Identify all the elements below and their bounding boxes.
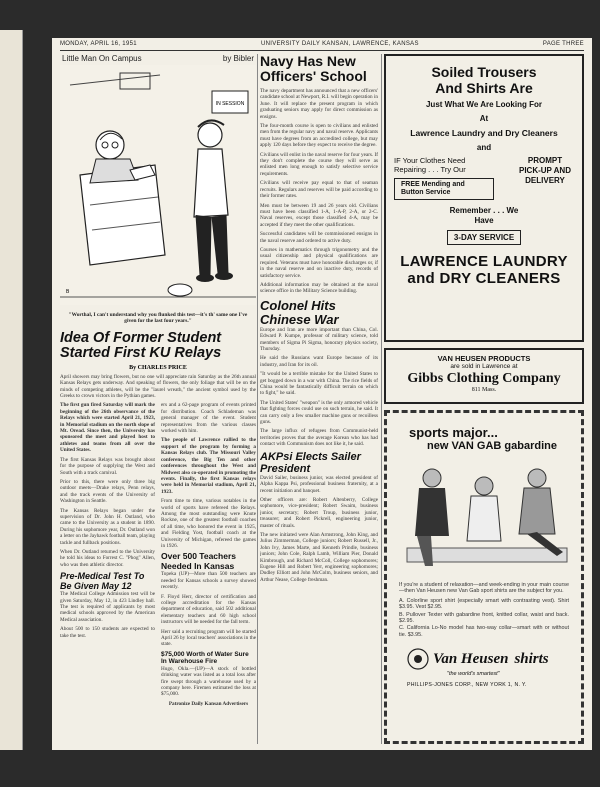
cartoon-sign-text: IN SESSION — [215, 101, 245, 107]
vh-logo-icon — [407, 648, 429, 670]
premed-paragraph: About 500 to 150 students are expected to take the test. — [60, 626, 155, 639]
vh-slogan: "the world's smartest" — [447, 671, 500, 678]
relays-body-right — [161, 402, 256, 710]
laundry-at: At — [479, 114, 489, 123]
laundry-line3: Just What We Are Looking For — [425, 100, 542, 109]
adjacent-page-edge — [0, 30, 23, 750]
akpsi-paragraph: Other officers are: Robert Altenberry, College sophomore, vice-president; Robert Swaim, business junior, secretary; Robert Troup, business junior, treasurer; and Robert Pickrell, engineering junior, master of rituals. — [260, 496, 378, 529]
vh-maker: PHILLIPS-JONES CORP., NEW YORK 1, N. Y. — [407, 682, 527, 689]
vh-brand-row — [407, 648, 581, 670]
cartoon-series-title: Little Man On Campus — [62, 54, 142, 63]
vh-models-illustration — [387, 456, 581, 576]
premed-paragraph: The Medical College Admission test will be given Saturday, May 12, in 423 Lindley hall. The test is required of applicants by most medical schools approved by the American Medical association. — [60, 591, 155, 623]
teachers-headline: Over 500 Teachers Needed In Kansas — [161, 551, 236, 571]
china-paragraph: The United States' "weapon" is the only armored vehicle that fighting forces could use on such terrain, he said. It can carry only a few smaller machine guns or recoilless guns. — [260, 399, 378, 426]
akpsi-paragraph: The new initiated were Alan Armstrong, John King, and Julius Zimmerman, College juniors; Robert Russell, Jr., John Ivy, James Marte, and Kenneth Prindle, business juniors; John Cole, Ralph Lamb, William Pier, Donald Kimbrough, and Richard McColl, College sophomores; Eugene Hill and Robert Yerr, engineering sophomores; Dudley Elliott and John McColm, business seniors, and Arthur Nease, College freshman. — [260, 531, 378, 583]
laundry-big-name-1: LAWRENCE LAUNDRY — [400, 253, 568, 270]
relays-byline: By CHARLES PRICE — [129, 364, 187, 371]
relays-paragraph: The people of Lawrence rallied to the support of the program by forming a Kansas Relays club. The Missouri Valley conference, the Big Ten and other conferences throughout the West and Midwest also co-operated in promoting the events. Finally, the first Kansas relays were held in Memorial stadium, April 21, 1923. — [161, 437, 256, 495]
header-paper-name: UNIVERSITY DAILY KANSAN, LAWRENCE, KANSAS — [260, 41, 419, 47]
van-heusen-advertisement — [384, 410, 584, 744]
patronize-footer: Patronize Daily Kansan Advertisers — [168, 700, 249, 707]
relays-headline: Idea Of Former Student Started First KU Relays — [60, 329, 222, 362]
free-mending-box: FREE Mending and Button Service — [394, 178, 494, 200]
vh-headline-2: new VAN GAB gabardine — [427, 440, 557, 452]
laundry-line2: And Shirts Are — [435, 80, 533, 96]
cartoon-illustration — [60, 65, 256, 305]
china-paragraph: He said the Russians want Europe because of its industry, and Iran for its oil. — [260, 355, 378, 368]
vh-brand: Van Heusen — [433, 650, 509, 667]
navy-paragraph: Civilians will receive pay equal to that of seaman recruits. Regulars and reserves will be paid according to their former rates. — [260, 180, 378, 200]
cartoon-header — [60, 54, 256, 63]
laundry-repair-block — [394, 156, 494, 200]
akpsi-paragraph: David Sailer, business junior, was elected president of Alpha Kappa Psi, professional business fraternity, at a recent initiation and banquet. — [260, 474, 378, 494]
relays-body — [60, 402, 256, 710]
navy-paragraph: Courses in mathematics through trigonometry and the usual citizenship and physical qualifications are required. Veterans must have honorable discharges or, if in the naval reserve and on inactive duty, records of satisfactory service. — [260, 246, 378, 279]
fire-headline: $75,000 Worth of Water Sure In Warehouse Fire — [161, 650, 249, 666]
gibbs-advertisement — [384, 348, 584, 404]
relays-paragraph: Prior to this, there were only three big outdoor meets—Drake relays, Penn relays, and the track events of the University of Washington in Seattle. — [60, 478, 155, 505]
cartoon-artist: by Bibler — [222, 54, 254, 63]
navy-paragraph: Successful candidates will be commissioned ensigns in the naval reserve and ordered to active duty. — [260, 231, 378, 244]
header-date: MONDAY, APRIL 16, 1951 — [60, 41, 137, 47]
laundry-name: Lawrence Laundry and Dry Cleaners — [410, 128, 558, 138]
relays-paragraph: The first Kansas Relays was brought about for the purpose of supplying the West and South with a track carnival. — [60, 456, 155, 476]
laundry-remember: Remember . . . We Have — [449, 206, 519, 225]
laundry-and: and — [476, 143, 492, 152]
navy-paragraph: The navy department has announced that a new officers' candidate school at Newport, R.I. will begin operation in June. It will replace the present program in which graduating seniors may apply for direct commission as ensigns. — [260, 88, 378, 120]
navy-headline: Navy Has New Officers' School — [260, 54, 367, 84]
laundry-big-name-2: and DRY CLEANERS — [407, 270, 561, 287]
navy-paragraph: Men must be between 19 and 26 years old. Civilians must have been classified 1-A, 1-A-P, 2-A, or 2-C. Naval reserves, except those classified 4-A, may be accepted if they meet the other qualifications. — [260, 202, 378, 228]
prompt-pickup: PROMPT PICK-UP AND DELIVERY — [518, 156, 571, 185]
column-rule — [257, 54, 258, 744]
navy-paragraph: Civilians will enlist in the naval reserve for four years. If they don't complete the course they will serve as enlisted men long enough to satisfy selective service requirements. — [260, 151, 378, 177]
relays-paragraph: From time to time, various notables in the world of sports have refereed the Relays. Among the most outstanding were Knute Rockne, one of the greatest football coaches of all time, who honored the event in 1925, and Fielding Yost, football coach at the University of Michigan, refereed the games in 1926. — [161, 498, 256, 549]
header-page-number: PAGE THREE — [542, 41, 584, 47]
akpsi-headline: AKPsi Elects Sailer President — [260, 450, 361, 475]
cartoon-caption: "Worthal, I can't understand why you flunked this test—it's th' same one I've given for the last four years." — [68, 312, 248, 325]
relays-paragraph: ers and a 62-page program of events printed for distribution. Coach Schlademan was general manager of the event. Student representatives from the various classes worked with him. — [161, 402, 256, 435]
page-header — [60, 41, 584, 51]
china-paragraph: "It would be a terrible mistake for the United States to get bogged down in a war with China. The rice fields of China would be fantastically difficult terrain on which to fight," he said. — [260, 371, 378, 397]
column-right — [384, 54, 584, 744]
navy-paragraph: Additional information may be obtained at the naval science office in the Military Science building. — [260, 281, 378, 295]
relays-body-left — [60, 402, 155, 710]
china-headline: Colonel Hits Chinese War — [260, 297, 339, 327]
column-middle — [260, 54, 378, 744]
fire-paragraph: Hugo, Okla.—(UP)—A stock of bottled drinking water was listed as a total loss after fire swept through a warehouse used by a company here. Firemen estimated the loss at $75,000. — [161, 665, 256, 698]
vh-brand-shirts: shirts — [514, 650, 549, 667]
teachers-paragraph: Topeka (UP)—More than 500 teachers are needed for Kansas schools a survey showed recently. — [161, 571, 256, 591]
china-paragraph: Europe and Iran are more important than China, Col. Edward P. Kumpe, professor of military science, told members of Sigma Pi Sigma, honorary physics society, Thursday. — [260, 326, 378, 352]
laundry-advertisement — [384, 54, 584, 342]
relays-paragraph: The first gun fired Saturday will mark the beginning of the 26th observance of the Relays which were started April 21, 1923, in Memorial stadium on the north slope of Mt. Oread. Since then, the University has sponsored the meet and played host to athletes and teams from all over the United States. — [60, 402, 155, 454]
column-left — [60, 54, 256, 744]
cartoon-signature: B — [66, 289, 70, 295]
relays-paragraph: The Kansas Relays began under the supervision of Dr. John H. Outland, who came to the University as a student in 1890. During his sophomore year, Dr. Outland won a letter on the Jayhawk football team, playing tackle and fullback positions. — [60, 507, 155, 546]
vh-headline-1: sports major... — [409, 425, 498, 440]
gibbs-address: 811 Mass. — [471, 387, 497, 393]
three-day-service-box: 3-DAY SERVICE — [447, 230, 521, 245]
teachers-paragraph: Herr said a recruiting program will be started April 26 by local teachers' associations in the state. — [161, 628, 256, 648]
laundry-services-row — [386, 152, 582, 200]
china-paragraph: The large influx of refugees from Communist-held territories proves that the average Korean who has had contact with Communism does not like it, he said. — [260, 428, 378, 448]
laundry-if-clothes: IF Your Clothes Need Repairing . . . Try Our — [394, 156, 466, 174]
vh-item: A. Colorline sport shirt (especially smart with contrasting vest). Shirt $3.95. Vest $2.95. — [399, 597, 569, 611]
laundry-line1: Soiled Trousers — [431, 64, 537, 80]
relays-paragraph: When Dr. Outland returned to the University he told his ideas to Forrest C. "Phog" Allen, who was then athletic director. — [60, 548, 155, 568]
gibbs-store-name: Gibbs Clothing Company — [407, 371, 561, 386]
vh-item: C. California Lo-No model has two-way collar—smart with or without tie. $3.95. — [399, 625, 569, 638]
newspaper-page — [52, 38, 592, 750]
vh-intro: If you're a student of relaxation—and week-ending in your main course—then Van Heusen new Van Gab sport shirts are the subject for you. — [399, 582, 569, 595]
vh-item: B. Pullover Texter with gabardine front, knitted collar, waist and back. $2.95. — [399, 611, 569, 625]
gibbs-line2: are sold in Lawrence at — [450, 363, 518, 370]
teachers-paragraph: F. Floyd Herr, director of certification and college accreditation for the Kansas department of education, said 502 additional elementary teachers and 60 high school instructors will be needed for the fall term. — [161, 593, 256, 626]
relays-lead: April showers may bring flowers, but no one will appreciate rain Saturday as the 26th annual Kansas Relays gets underway. And speaking of flowers, the only foliage that will be on the minds of competing athletes, will be the "laurel wreath," the ancient symbol used by the Greeks to crown victors in the Pythian games. — [60, 373, 256, 400]
navy-paragraph: The four-month course is open to civilians and enlisted men from the regular navy and naval reserve. Applicants must have degrees from an accredited college, but may apply 120 days before they expect to receive the degree. — [260, 123, 378, 149]
column-rule — [381, 54, 382, 744]
premed-headline: Pre-Medical Test To Be Given May 12 — [60, 571, 145, 592]
gibbs-line1: VAN HEUSEN PRODUCTS — [437, 354, 531, 363]
